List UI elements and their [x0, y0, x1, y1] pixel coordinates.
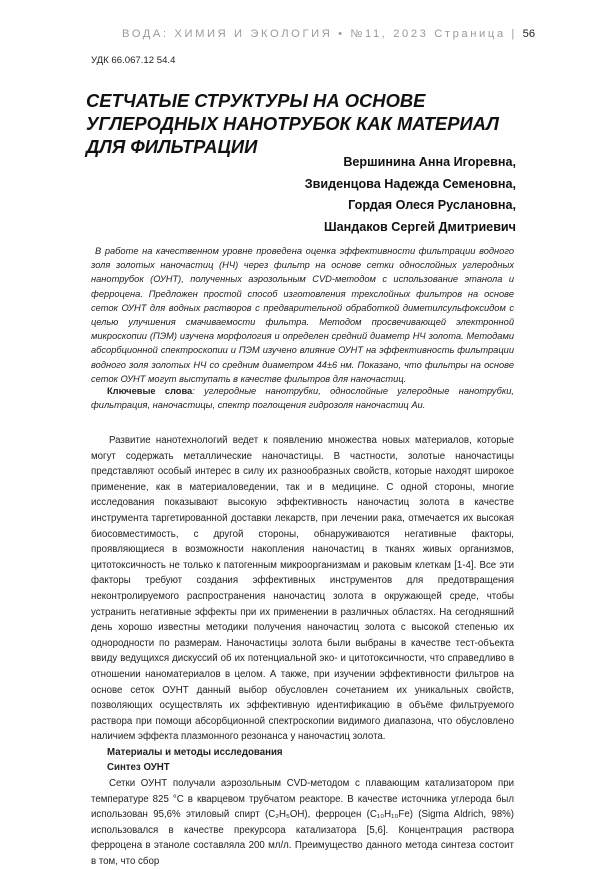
running-header [122, 28, 536, 40]
intro-paragraph: Развитие нанотехнологий ведет к появлению множества новых материалов, которые могут содержать металлические наночастицы. В частности, золотые наночастицы представляют особый интерес в силу их разнообразных свойств, которые находят широкое применение, как в материаловедении, так и в медицине. С одной стороны, многие исследования показывают высокую эффективность наночастиц золота в качестве инструмента таргетированной доставки лекарств, при лечении рака, отмечается их высокая биосовместимость, с другой стороны, обнаруживаются негативные факторы, проявляющиеся в возможности накопления наночастиц в тканях живых организмов, цитотоксичность не только к патогенным микроорганизмам и раковым клеткам [1-4]. Все эти факторы требуют создания эффективных инструментов для предотвращения неконтролируемого распространения наночастиц золота в окружающей среде, чтобы устранить негативные эффекты при их применении в различных областях. На сегодняшний день хорошо известны методики получения наночастиц золота с высокой степенью их однородности по размерам. Наночастицы золота были выбраны в качестве тест-объекта ввиду ведущихся дискуссий об их потенциальной эко- и цитотоксичности, что справедливо в отношении наноматериалов в целом. А также, при изучении эффективности фильтров на основе сеток ОУНТ данный выбор обусловлен сочетанием их уникальных свойств, позволяющих осуществлять их эффективную идентификацию в объёме фильтруемого раствора при помощи абсорбционной спектроскопии видимого диапазона, что обусловлено наличием эффекта плазмонного резонанса у наночастиц золота. [91, 435, 514, 743]
abstract: В работе на качественном уровне проведена оценка эффективности фильтрации водного золя золотых наночастиц (НЧ) через фильтр на основе сетки однослойных углеродных нанотрубок (ОУНТ), полученных аэрозольным CVD-методом с использование этанола и ферроцена. Предложен простой способ изготовления трехслойных фильтров на основе сеток ОУНТ для водных растворов с предварительной обработкой диметилсульфоксидом с целью улучшения смачиваемости фильтра. Методом просвечивающей электронной микроскопии (ПЭМ) изучена морфология и определен средний диаметр НЧ золота. Методами абсорбционной спектроскопии и ПЭМ изучено влияние ОУНТ на эффективность фильтрации водного золя золотых НЧ со средним диаметром 44±6 нм. Показано, что фильтры на основе сеток ОУНТ могут выступать в качестве фильтров для наночастиц. [91, 246, 514, 384]
article-title: СЕТЧАТЫЕ СТРУКТУРЫ НА ОСНОВЕ УГЛЕРОДНЫХ НАНОТРУБОК КАК МАТЕРИАЛ ДЛЯ ФИЛЬТРАЦИИ [86, 90, 499, 157]
author-name: Шандаков Сергей Дмитриевич [323, 219, 516, 234]
synthesis-paragraph: Сетки ОУНТ получали аэрозольным CVD-методом с плавающим катализатором при температуре 825 °С в кварцевом трубчатом реакторе. В качестве источника углерода был использован 95,6% этиловый спирт (C₂H₅OH), ферроцен (C₁₀H₁₀Fe) (Sigma Aldrich, 98%) использовался в качестве прекурсора катализатора [5,6]. Концентрация раствора ферроцена в этаноле составляла 200 мл/л. Преимущество данного метода синтеза состоит в том, что сбор [91, 778, 514, 868]
page-number: 56 [522, 28, 536, 40]
keywords-text: : углеродные нанотрубки, однослойные углеродные нанотрубки, фильтрация, наночастицы, спектр поглощения гидрозоля наночастиц Au. [91, 386, 514, 411]
udk-code: УДК 66.067.12 54.4 [91, 55, 176, 66]
author-name: Вершинина Анна Игоревна, [343, 155, 516, 169]
author-list [305, 152, 516, 238]
author-name: Звиденцова Надежда Семеновна, [304, 176, 516, 191]
header-separator: | [511, 28, 517, 40]
article-body [91, 433, 514, 870]
keywords [91, 384, 514, 412]
section-heading: Материалы и методы исследования [107, 746, 283, 758]
subsection-heading: Синтез ОУНТ [107, 762, 170, 774]
keywords-label: Ключевые слова [107, 386, 193, 396]
author-name: Гордая Олеся Руслановна, [348, 198, 516, 212]
journal-name: ВОДА: ХИМИЯ И ЭКОЛОГИЯ • №11, 2023 Страница [122, 28, 506, 40]
